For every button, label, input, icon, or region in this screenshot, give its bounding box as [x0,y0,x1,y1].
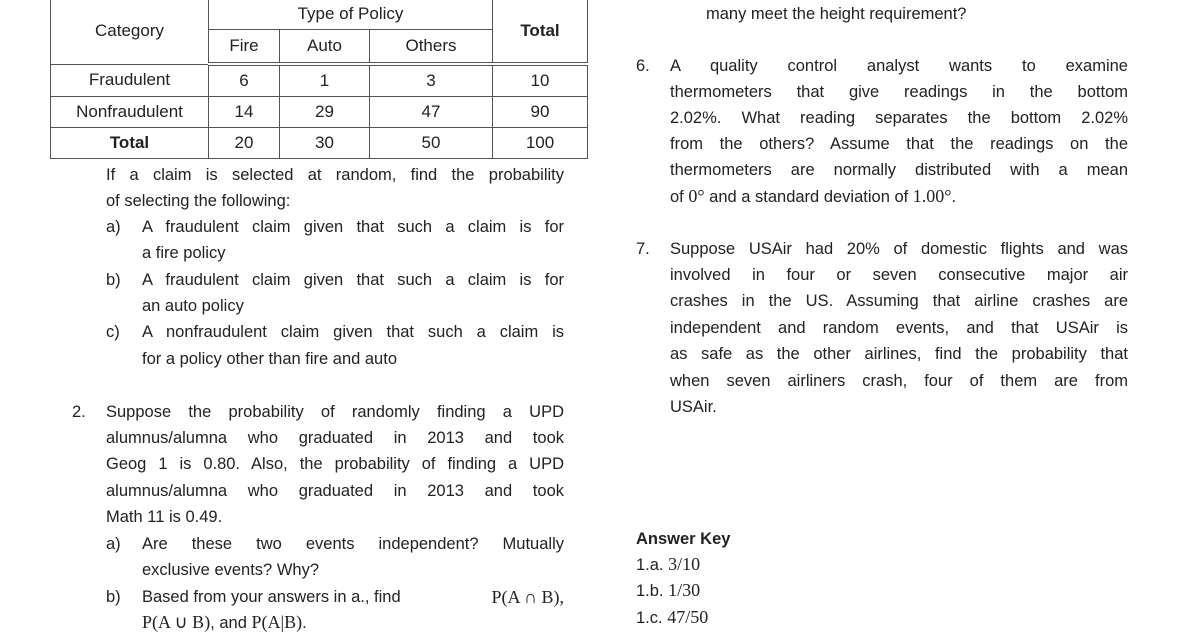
q5-tail: many meet the height requirement? [706,5,967,23]
q2b-text: , and [210,614,252,632]
math-expression: 0° [688,186,705,206]
table-cell: 6 [209,64,280,97]
q2a-line: Are these two events independent? Mutually [142,535,564,553]
q7-line: USAir. [670,398,717,416]
q6-text: of [670,188,689,206]
category-header: Category [51,0,209,64]
q7-line: when seven airliners crash, four of them are from [670,372,1128,390]
q2a-line: exclusive events? Why? [142,561,319,579]
answer-label: 1.b. [636,582,669,600]
table-row [51,97,588,128]
q7-number: 7. [636,240,650,258]
answer-label: 1.a. [636,556,669,574]
table-row [51,64,588,97]
q1c-line: A nonfraudulent claim given that such a claim is [142,323,564,341]
q6-text: and a standard deviation of [704,188,913,206]
q2-line: Suppose the probability of randomly finding a UPD [106,403,564,421]
answer-label: 1.c. [636,609,668,627]
q1b-line: A fraudulent claim given that such a claim is for [142,271,564,289]
table-cell: 47 [370,97,493,128]
answer-item [636,579,700,601]
column-header: Auto [280,30,370,65]
column-header: Fire [209,30,280,65]
q1c-line: for a policy other than fire and auto [142,350,397,368]
policy-type-header: Type of Policy [209,0,493,30]
q6-line: 2.02%. What reading separates the bottom 2.02% [670,109,1128,127]
table-cell: 50 [370,128,493,159]
answer-key-title: Answer Key [636,530,731,548]
q7-line: as safe as the other airlines, find the probability that [670,345,1128,363]
answer-item [636,553,700,575]
q1a-line: A fraudulent claim given that such a claim is for [142,218,564,236]
q7-line: Suppose USAir had 20% of domestic flights and was [670,240,1128,258]
answer-item [636,606,708,628]
row-label: Nonfraudulent [51,97,209,128]
q1b-line: an auto policy [142,297,244,315]
row-label: Fraudulent [51,64,209,97]
table-cell: 3 [370,64,493,97]
table-cell: 29 [280,97,370,128]
table-cell: 30 [280,128,370,159]
table-cell: 100 [493,128,588,159]
item-label: a) [106,535,121,553]
item-label: b) [106,588,121,606]
q1-intro-line: of selecting the following: [106,192,291,210]
q6-line: from the others? Assume that the readings on the [670,135,1128,153]
q2-line: Math 11 is 0.49. [106,508,223,526]
answer-value: 47/50 [667,607,709,627]
q7-line: independent and random events, and that USAir is [670,319,1128,337]
total-header: Total [493,0,588,64]
table-cell: 90 [493,97,588,128]
answer-value: 1/30 [668,580,701,600]
table-cell: 14 [209,97,280,128]
table-cell: 20 [209,128,280,159]
q2b-text: . [302,614,307,632]
q2-number: 2. [72,403,86,421]
q6-text: . [951,188,957,206]
q2-line: Geog 1 is 0.80. Also, the probability of finding a UPD [106,455,564,473]
q7-line: involved in four or seven consecutive major air [670,266,1128,284]
q6-line [670,185,956,207]
math-expression: P(A ∩ B), [491,587,564,607]
contingency-table [50,0,588,159]
q7-line: crashes in the US. Assuming that airline crashes are [670,292,1128,310]
q2b-line [142,586,564,608]
answer-value: 3/10 [668,554,701,574]
math-expression: P(A ∪ B) [142,612,211,632]
q6-number: 6. [636,57,650,75]
math-expression: P(A|B) [251,612,303,632]
row-label: Total [51,128,209,159]
q6-line: thermometers that give readings in the bottom [670,83,1128,101]
q1a-line: a fire policy [142,244,226,262]
q2-line: alumnus/alumna who graduated in 2013 and took [106,482,564,500]
q6-line: thermometers are normally distributed with a mean [670,161,1128,179]
table-cell: 10 [493,64,588,97]
table-cell: 1 [280,64,370,97]
math-expression: 1.00° [912,186,952,206]
table-row [51,128,588,159]
item-label: a) [106,218,121,236]
q2-line: alumnus/alumna who graduated in 2013 and took [106,429,564,447]
q1-intro-line: If a claim is selected at random, find the probability [106,166,564,184]
q6-line: A quality control analyst wants to examine [670,57,1128,75]
item-label: c) [106,323,120,341]
q2b-text: Based from your answers in a., find [142,588,401,606]
item-label: b) [106,271,121,289]
column-header: Others [370,30,493,65]
